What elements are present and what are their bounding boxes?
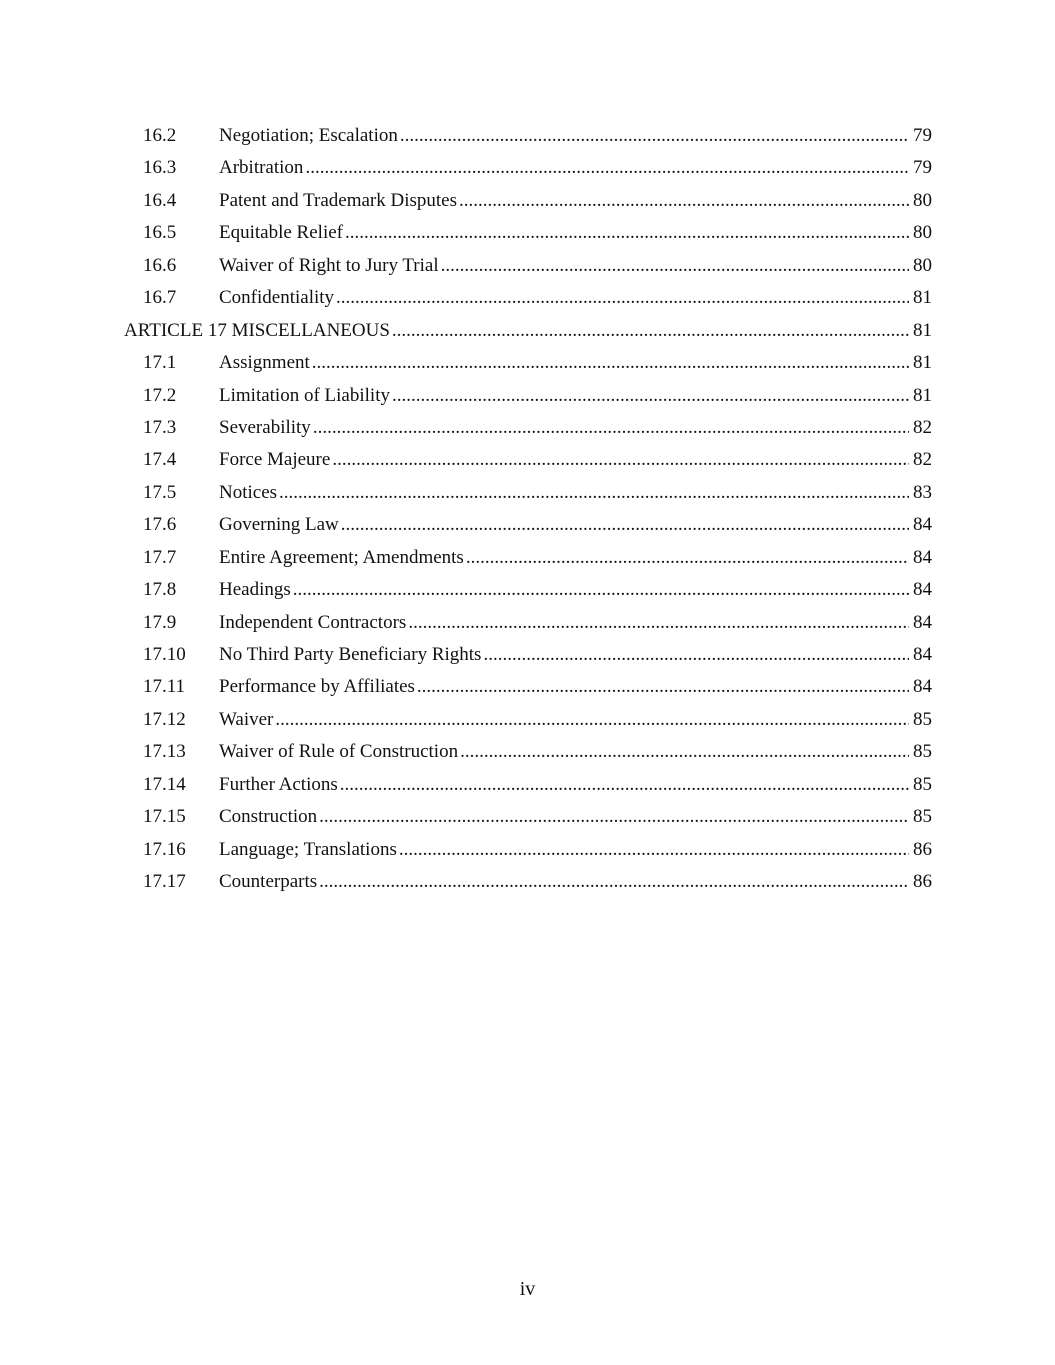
section-title: Construction <box>219 806 318 828</box>
section-number: 17.1 <box>143 352 177 374</box>
section-title: Counterparts <box>219 871 318 893</box>
section-number: 17.16 <box>143 838 186 860</box>
toc-article-entry[interactable] <box>124 315 932 347</box>
dot-leader <box>293 574 909 606</box>
page-number: 85 <box>913 773 932 795</box>
section-title: No Third Party Beneficiary Rights <box>219 644 482 665</box>
dot-leader <box>459 185 909 217</box>
section-title: Waiver of Right to Jury Trial <box>219 254 439 276</box>
section-title: Waiver <box>219 708 274 730</box>
dot-leader <box>392 315 909 347</box>
toc-entry[interactable] <box>124 769 932 801</box>
page-number: 81 <box>913 352 932 374</box>
dot-leader <box>466 542 909 574</box>
section-title: Notices <box>219 481 278 503</box>
section-number: 17.10 <box>143 644 186 665</box>
dot-leader <box>319 866 909 898</box>
section-number: 17.8 <box>143 579 177 601</box>
page-number: 80 <box>913 222 932 244</box>
dot-leader <box>319 801 909 833</box>
dot-leader <box>279 477 909 509</box>
section-title: Entire Agreement; Amendments <box>219 546 464 568</box>
dot-leader <box>312 347 909 379</box>
page-number: 84 <box>913 611 932 633</box>
page-number: 80 <box>913 189 932 211</box>
dot-leader <box>483 639 909 671</box>
page-number: 84 <box>913 676 932 698</box>
toc-entry[interactable] <box>124 574 932 606</box>
dot-leader <box>417 671 909 703</box>
section-title: Waiver of Rule of Construction <box>219 741 459 763</box>
section-title: Severability <box>219 416 311 438</box>
section-title: Headings <box>219 579 291 601</box>
section-title: Patent and Trademark Disputes <box>219 189 458 211</box>
toc-entry[interactable] <box>124 347 932 379</box>
page-number: 86 <box>913 871 932 893</box>
dot-leader <box>441 250 909 282</box>
toc-entry[interactable] <box>124 639 932 671</box>
toc-entry[interactable] <box>124 412 932 444</box>
page-number: 86 <box>913 838 932 860</box>
page-number: 84 <box>913 579 932 601</box>
section-number: 16.7 <box>143 287 177 309</box>
section-number: 16.3 <box>143 157 177 179</box>
dot-leader <box>392 380 909 412</box>
page-number: 81 <box>913 287 932 309</box>
section-title: Assignment <box>219 352 310 374</box>
section-title: Further Actions <box>219 773 338 795</box>
toc-entry[interactable] <box>124 736 932 768</box>
section-number: 17.12 <box>143 708 186 730</box>
section-title: Confidentiality <box>219 287 335 309</box>
toc-entry[interactable] <box>124 152 932 184</box>
toc-entry[interactable] <box>124 607 932 639</box>
page-number: 82 <box>913 416 932 438</box>
dot-leader <box>336 282 909 314</box>
section-number: 17.5 <box>143 481 177 503</box>
page-number: 79 <box>913 125 932 146</box>
toc-entry[interactable] <box>124 704 932 736</box>
page-number: 83 <box>913 481 932 503</box>
page-footer-number: iv <box>519 1278 536 1300</box>
section-title: Arbitration <box>219 157 304 179</box>
dot-leader <box>408 607 909 639</box>
section-number: 17.4 <box>143 449 177 471</box>
page-number: 81 <box>913 384 932 406</box>
section-number: 17.17 <box>143 871 186 893</box>
dot-leader <box>399 834 909 866</box>
section-title: Equitable Relief <box>219 222 343 244</box>
page-number: 85 <box>913 806 932 828</box>
section-number: 17.6 <box>143 514 177 536</box>
section-title: Independent Contractors <box>219 611 407 633</box>
dot-leader <box>340 769 909 801</box>
article-title: ARTICLE 17 MISCELLANEOUS <box>124 319 390 341</box>
toc-entry[interactable] <box>124 509 932 541</box>
page-number: 85 <box>913 741 932 763</box>
section-number: 17.9 <box>143 611 177 633</box>
toc-entry[interactable] <box>124 542 932 574</box>
section-title: Force Majeure <box>219 449 331 471</box>
toc-entry[interactable] <box>124 217 932 249</box>
page-number: 85 <box>913 708 932 730</box>
page-number: 81 <box>913 319 932 341</box>
section-number: 16.4 <box>143 189 177 211</box>
dot-leader <box>313 412 909 444</box>
dot-leader <box>460 736 909 768</box>
dot-leader <box>332 444 909 476</box>
toc-entry[interactable] <box>124 477 932 509</box>
section-number: 17.3 <box>143 416 177 438</box>
dot-leader <box>305 152 909 184</box>
section-number: 17.7 <box>143 546 177 568</box>
toc-entry[interactable] <box>124 250 932 282</box>
section-title: Language; Translations <box>219 838 397 860</box>
toc-entry[interactable] <box>124 834 932 866</box>
section-number: 16.2 <box>143 125 177 146</box>
page-number: 80 <box>913 254 932 276</box>
page-number: 84 <box>913 514 932 536</box>
section-number: 17.15 <box>143 806 186 828</box>
section-title: Performance by Affiliates <box>219 676 415 698</box>
section-number: 17.11 <box>143 676 186 698</box>
page-number: 84 <box>913 546 932 568</box>
toc-entry[interactable] <box>124 801 932 833</box>
dot-leader <box>400 120 909 152</box>
section-title: Negotiation; Escalation <box>219 125 398 146</box>
section-title: Governing Law <box>219 514 339 536</box>
section-number: 16.5 <box>143 222 177 244</box>
page-number: 79 <box>913 157 932 179</box>
dot-leader <box>275 704 909 736</box>
dot-leader <box>341 509 909 541</box>
section-number: 17.13 <box>143 741 186 763</box>
toc-entry[interactable] <box>124 671 932 703</box>
toc-entry[interactable] <box>124 120 932 152</box>
dot-leader <box>345 217 909 249</box>
page-number: 84 <box>913 644 932 665</box>
section-title: Limitation of Liability <box>219 384 390 406</box>
page-number: 82 <box>913 449 932 471</box>
toc-entry[interactable] <box>124 185 932 217</box>
table-of-contents <box>124 120 932 899</box>
toc-entry[interactable] <box>124 380 932 412</box>
section-number: 17.14 <box>143 773 186 795</box>
toc-entry[interactable] <box>124 282 932 314</box>
section-number: 16.6 <box>143 254 177 276</box>
section-number: 17.2 <box>143 384 177 406</box>
toc-entry[interactable] <box>124 444 932 476</box>
toc-entry[interactable] <box>124 866 932 898</box>
